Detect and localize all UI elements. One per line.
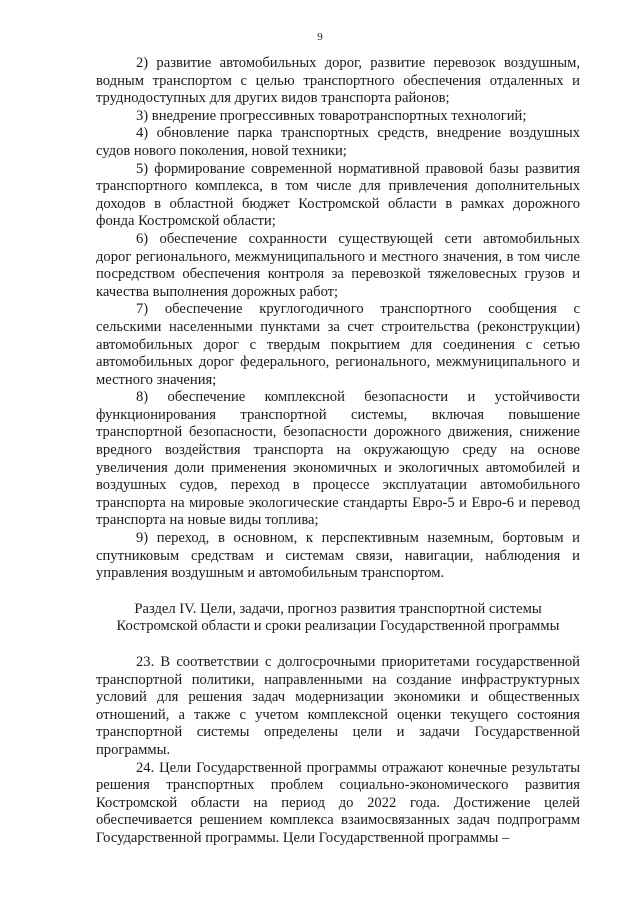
- section-paragraph: 24. Цели Государственной программы отражают конечные результаты решения транспортных проблем социально-экономического развития Костромской области на период до 2022 года. Достижение целей обеспечивается решением комплекса взаимосвязанных задач подпрограмм Государственной программы. Цели Государственной программы –: [96, 759, 580, 846]
- list-item: 9) переход, в основном, к перспективным наземным, бортовым и спутниковым средствам и системам связи, навигации, наблюдения и управления воздушным и автомобильным транспортом.: [96, 530, 580, 582]
- list-item: 5) формирование современной нормативной правовой базы развития транспортного комплекса, в том числе для привлечения дополнительных доходов в областной бюджет Костромской области в рамках дорожного фонда Костромской области;: [96, 160, 580, 230]
- list-item: 8) обеспечение комплексной безопасности и устойчивости функционирования транспортной системы, включая повышение транспортной безопасности, безопасности дорожного движения, снижение вредного воздействия транспорта на окружающую среду на основе увеличения доли применения экономичных и экологичных автомобилей и воздушных судов, переход в процессе эксплуатации автомобильного транспорта на мировые экологические стандарты Евро-5 и Евро-6 и перевод транспорта на новые виды топлива;: [96, 389, 580, 529]
- section-heading-line: Раздел IV. Цели, задачи, прогноз развития транспортной системы: [134, 600, 542, 617]
- section-heading: [96, 601, 580, 636]
- list-item: 3) внедрение прогрессивных товаротранспортных технологий;: [136, 107, 527, 124]
- page-number: 9: [317, 31, 323, 43]
- list-item: 4) обновление парка транспортных средств, внедрение воздушных судов нового поколения, новой техники;: [96, 125, 580, 159]
- section-paragraph: 23. В соответствии с долгосрочными приоритетами государственной транспортной политики, направленными на создание инфраструктурных условий для решения задач модернизации экономики и общественных отношений, а также с учетом комплексной оценки текущего состояния транспортной системы определены цели и задачи Государственной программы.: [96, 654, 580, 758]
- section-heading-line: Костромской области и сроки реализации Государственной программы: [116, 618, 560, 635]
- list-item: 6) обеспечение сохранности существующей сети автомобильных дорог регионального, межмуниципального и местного значения, в том числе посредством обеспечения контроля за перевозкой тяжеловесных грузов и качества выполнения дорожных работ;: [96, 230, 580, 300]
- list-item: 2) развитие автомобильных дорог, развитие перевозок воздушным, водным транспортом с целью транспортного обеспечения отдаленных и труднодоступных для других видов транспорта районов;: [96, 55, 580, 107]
- list-item: 7) обеспечение круглогодичного транспортного сообщения с сельскими населенными пунктами за счет строительства (реконструкции) автомобильных дорог с твердым покрытием для соединения с сетью автомобильных дорог федерального, регионального, межмуниципального и местного значения;: [96, 301, 580, 388]
- page-content: [96, 55, 580, 848]
